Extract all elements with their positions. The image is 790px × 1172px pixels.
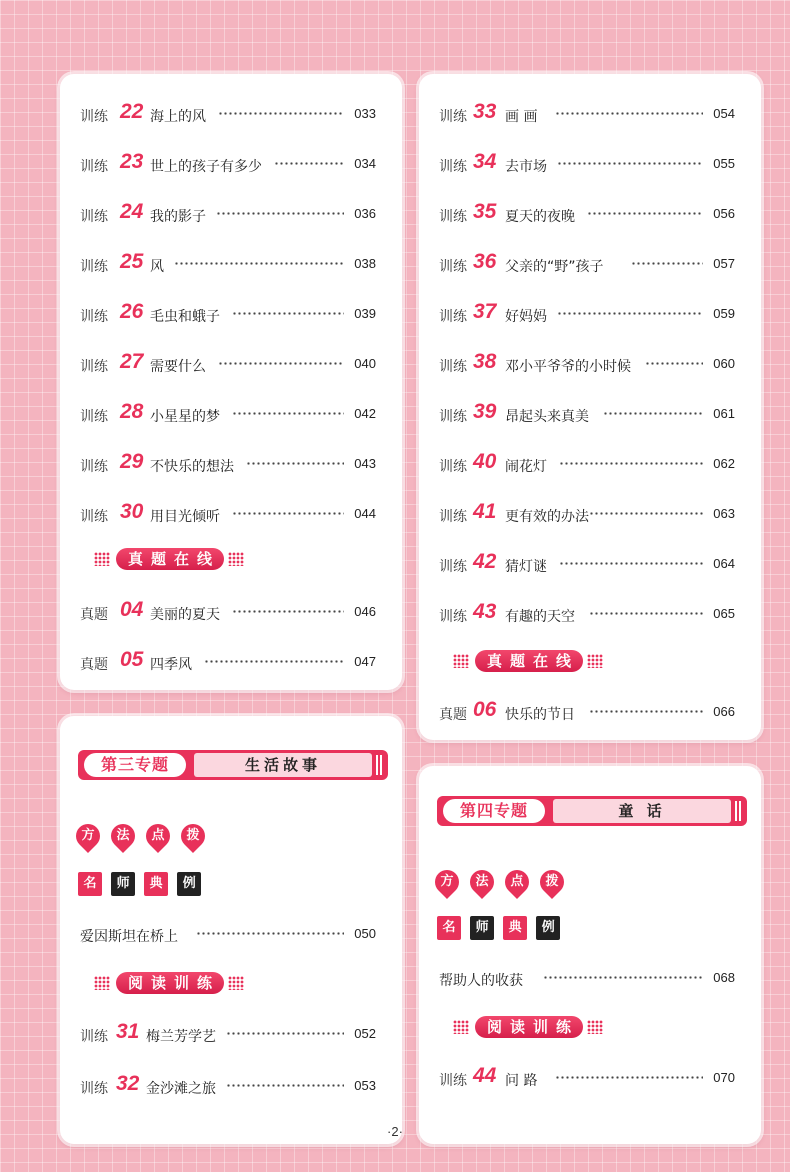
entry-label: 训练: [80, 259, 108, 275]
method-tips-header: [435, 870, 570, 898]
entry-number: 04: [120, 598, 144, 621]
entry-title: 用目光倾听: [150, 509, 220, 525]
entry-title: 金沙滩之旅: [146, 1081, 216, 1097]
pin-icon: 方: [71, 819, 105, 853]
pin-icon: 方: [430, 865, 464, 899]
entry-title: 问 路: [505, 1073, 538, 1089]
leader-dots: [631, 262, 703, 265]
toc-entry[interactable]: [419, 698, 761, 726]
entry-label: 训练: [439, 309, 467, 325]
entry-title: 有趣的天空: [505, 609, 575, 625]
entry-number: 39: [473, 400, 497, 423]
leader-dots: [218, 112, 344, 115]
dot-grid-icon: [453, 654, 469, 668]
entry-title: 父亲的“野”孩子: [505, 259, 604, 275]
entry-label: 训练: [439, 559, 467, 575]
stripe-decoration: [376, 755, 384, 775]
entry-number: 31: [116, 1020, 140, 1043]
leader-dots: [174, 262, 344, 265]
leader-dots: [589, 710, 703, 713]
entry-number: 26: [120, 300, 144, 323]
dot-grid-icon: [228, 552, 244, 566]
entry-title: 快乐的节日: [505, 707, 575, 723]
leader-dots: [246, 462, 344, 465]
entry-label: 训练: [80, 209, 108, 225]
entry-label: 训练: [439, 459, 467, 475]
entry-number: 38: [473, 350, 497, 373]
entry-title: 风: [150, 259, 164, 275]
toc-entry[interactable]: [419, 1064, 761, 1092]
entry-page: 055: [713, 156, 735, 171]
entry-page: 053: [354, 1078, 376, 1093]
entry-number: 44: [473, 1064, 497, 1087]
entry-title: 毛虫和蛾子: [150, 309, 220, 325]
toc-entry[interactable]: [60, 300, 402, 328]
toc-card-unit2-continued: [419, 74, 761, 740]
entry-page: 050: [354, 926, 376, 941]
topic-banner: [78, 750, 388, 780]
entry-number: 24: [120, 200, 144, 223]
char-box: 师: [111, 872, 135, 896]
entry-label: 训练: [80, 1029, 108, 1045]
entry-title: 美丽的夏天: [150, 607, 220, 623]
leader-dots: [589, 512, 703, 515]
leader-dots: [196, 932, 344, 935]
entry-page: 040: [354, 356, 376, 371]
section-header-reading: [453, 1016, 603, 1038]
entry-number: 06: [473, 698, 497, 721]
char-box: 例: [177, 872, 201, 896]
char-box: 典: [144, 872, 168, 896]
entry-label: 训练: [80, 409, 108, 425]
entry-label: 真题: [80, 657, 108, 673]
leader-dots: [557, 312, 703, 315]
entry-number: 35: [473, 200, 497, 223]
entry-title: 梅兰芳学艺: [146, 1029, 216, 1045]
toc-entry[interactable]: [60, 150, 402, 178]
entry-number: 25: [120, 250, 144, 273]
section-header-label: 阅读训练: [116, 972, 224, 994]
toc-card-unit3: [60, 716, 402, 1144]
char-box: 例: [536, 916, 560, 940]
leader-dots: [589, 612, 703, 615]
char-box: 师: [470, 916, 494, 940]
entry-number: 22: [120, 100, 144, 123]
leader-dots: [204, 660, 344, 663]
toc-entry[interactable]: [419, 500, 761, 528]
entry-label: 训练: [80, 359, 108, 375]
leader-dots: [274, 162, 344, 165]
leader-dots: [557, 162, 703, 165]
entry-title: 需要什么: [150, 359, 206, 375]
section-header-zhenti: [94, 548, 244, 570]
entry-page: 038: [354, 256, 376, 271]
toc-entry[interactable]: [419, 100, 761, 128]
entry-number: 42: [473, 550, 497, 573]
char-box: 名: [78, 872, 102, 896]
entry-title: 猜灯谜: [505, 559, 547, 575]
leader-dots: [587, 212, 703, 215]
entry-number: 23: [120, 150, 144, 173]
toc-entry[interactable]: [60, 648, 402, 676]
leader-dots: [232, 512, 344, 515]
dot-grid-icon: [453, 1020, 469, 1034]
entry-title: 世上的孩子有多少: [150, 159, 262, 175]
topic-badge: 第四专题: [443, 799, 545, 823]
pin-icon: 拨: [535, 865, 569, 899]
entry-title: 四季风: [150, 657, 192, 673]
entry-title: 海上的风: [150, 109, 206, 125]
dot-grid-icon: [94, 976, 110, 990]
entry-number: 41: [473, 500, 497, 523]
entry-title: 去市场: [505, 159, 547, 175]
pin-icon: 法: [465, 865, 499, 899]
entry-page: 064: [713, 556, 735, 571]
entry-page: 047: [354, 654, 376, 669]
entry-label: 训练: [439, 609, 467, 625]
entry-number: 33: [473, 100, 497, 123]
entry-page: 065: [713, 606, 735, 621]
entry-label: 训练: [80, 1081, 108, 1097]
char-box: 名: [437, 916, 461, 940]
dot-grid-icon: [587, 1020, 603, 1034]
entry-label: 训练: [439, 159, 467, 175]
toc-entry[interactable]: [419, 450, 761, 478]
stripe-decoration: [735, 801, 743, 821]
toc-entry[interactable]: [419, 400, 761, 428]
entry-page: 039: [354, 306, 376, 321]
entry-number: 37: [473, 300, 497, 323]
entry-title: 邓小平爷爷的小时候: [505, 359, 631, 375]
leader-dots: [232, 312, 344, 315]
toc-entry[interactable]: [60, 400, 402, 428]
dot-grid-icon: [587, 654, 603, 668]
entry-number: 43: [473, 600, 497, 623]
entry-page: 044: [354, 506, 376, 521]
toc-entry[interactable]: [419, 150, 761, 178]
entry-label: 训练: [439, 109, 467, 125]
toc-entry[interactable]: [60, 200, 402, 228]
entry-page: 046: [354, 604, 376, 619]
entry-title: 昂起头来真美: [505, 409, 589, 425]
entry-number: 36: [473, 250, 497, 273]
entry-page: 057: [713, 256, 735, 271]
toc-entry[interactable]: [60, 100, 402, 128]
entry-page: 034: [354, 156, 376, 171]
entry-page: 056: [713, 206, 735, 221]
section-header-reading: [94, 972, 244, 994]
char-box: 典: [503, 916, 527, 940]
entry-title: 好妈妈: [505, 309, 547, 325]
dot-grid-icon: [94, 552, 110, 566]
topic-title: 生活故事: [194, 753, 372, 777]
entry-page: 070: [713, 1070, 735, 1085]
entry-label: 训练: [80, 309, 108, 325]
entry-page: 043: [354, 456, 376, 471]
pin-icon: 点: [141, 819, 175, 853]
toc-entry[interactable]: [419, 250, 761, 278]
entry-label: 训练: [439, 1073, 467, 1089]
entry-number: 40: [473, 450, 497, 473]
entry-page: 063: [713, 506, 735, 521]
section-header-label: 真题在线: [116, 548, 224, 570]
entry-label: 训练: [439, 209, 467, 225]
entry-label: 训练: [439, 259, 467, 275]
leader-dots: [218, 362, 344, 365]
entry-label: 真题: [439, 707, 467, 723]
entry-page: 068: [713, 970, 735, 985]
entry-title: 小星星的梦: [150, 409, 220, 425]
toc-entry[interactable]: [419, 600, 761, 628]
toc-entry[interactable]: [60, 350, 402, 378]
entry-page: 060: [713, 356, 735, 371]
entry-page: 054: [713, 106, 735, 121]
entry-number: 29: [120, 450, 144, 473]
entry-label: 训练: [80, 109, 108, 125]
entry-label: 训练: [439, 359, 467, 375]
method-tips-header: [76, 824, 211, 852]
topic-banner: [437, 796, 747, 826]
toc-entry[interactable]: [60, 450, 402, 478]
toc-entry[interactable]: [60, 598, 402, 626]
leader-dots: [559, 462, 703, 465]
entry-title: 爱因斯坦在桥上: [80, 929, 178, 945]
entry-label: 训练: [439, 409, 467, 425]
entry-label: 训练: [80, 509, 108, 525]
leader-dots: [603, 412, 703, 415]
toc-entry[interactable]: [60, 1072, 402, 1100]
entry-page: 062: [713, 456, 735, 471]
leader-dots: [559, 562, 703, 565]
entry-label: 训练: [80, 459, 108, 475]
topic-badge: 第三专题: [84, 753, 186, 777]
section-header-label: 阅读训练: [475, 1016, 583, 1038]
toc-entry[interactable]: [419, 350, 761, 378]
toc-entry[interactable]: [60, 500, 402, 528]
entry-title: 夏天的夜晚: [505, 209, 575, 225]
entry-number: 34: [473, 150, 497, 173]
teacher-example-header: [437, 916, 564, 942]
entry-page: 066: [713, 704, 735, 719]
toc-entry[interactable]: [419, 300, 761, 328]
entry-page: 059: [713, 306, 735, 321]
leader-dots: [226, 1032, 344, 1035]
pin-icon: 点: [500, 865, 534, 899]
leader-dots: [543, 976, 703, 979]
dot-grid-icon: [228, 976, 244, 990]
entry-label: 训练: [439, 509, 467, 525]
entry-title: 闹花灯: [505, 459, 547, 475]
entry-title: 帮助人的收获: [439, 973, 523, 989]
entry-title: 我的影子: [150, 209, 206, 225]
leader-dots: [232, 610, 344, 613]
page-number: ·2·: [387, 1124, 403, 1139]
entry-page: 061: [713, 406, 735, 421]
entry-number: 28: [120, 400, 144, 423]
section-header-zhenti: [453, 650, 603, 672]
toc-card-unit2-reading: [60, 74, 402, 690]
toc-entry[interactable]: [60, 924, 402, 948]
leader-dots: [226, 1084, 344, 1087]
pin-icon: 拨: [176, 819, 210, 853]
toc-entry[interactable]: [419, 550, 761, 578]
toc-entry[interactable]: [419, 968, 761, 992]
entry-page: 033: [354, 106, 376, 121]
leader-dots: [216, 212, 344, 215]
toc-entry[interactable]: [60, 250, 402, 278]
entry-number: 30: [120, 500, 144, 523]
topic-title: 童 话: [553, 799, 731, 823]
entry-page: 036: [354, 206, 376, 221]
entry-label: 真题: [80, 607, 108, 623]
entry-page: 042: [354, 406, 376, 421]
entry-title: 更有效的办法: [505, 509, 589, 525]
toc-entry[interactable]: [60, 1020, 402, 1048]
pin-icon: 法: [106, 819, 140, 853]
toc-entry[interactable]: [419, 200, 761, 228]
entry-number: 27: [120, 350, 144, 373]
entry-title: 不快乐的想法: [150, 459, 234, 475]
entry-number: 05: [120, 648, 144, 671]
entry-number: 32: [116, 1072, 140, 1095]
entry-page: 052: [354, 1026, 376, 1041]
entry-label: 训练: [80, 159, 108, 175]
teacher-example-header: [78, 872, 205, 898]
entry-title: 画 画: [505, 109, 538, 125]
leader-dots: [232, 412, 344, 415]
leader-dots: [555, 112, 703, 115]
leader-dots: [645, 362, 703, 365]
toc-card-unit4: [419, 766, 761, 1144]
leader-dots: [555, 1076, 703, 1079]
section-header-label: 真题在线: [475, 650, 583, 672]
